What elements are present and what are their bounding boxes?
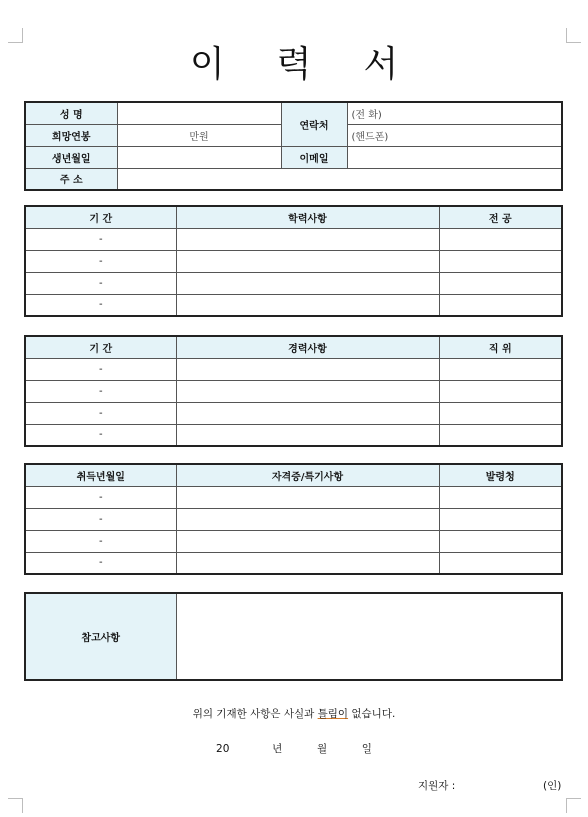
detail-cell[interactable] (176, 552, 439, 574)
period-cell[interactable]: - (25, 250, 176, 272)
table-row (25, 102, 562, 124)
phone-field[interactable]: (전 화) (347, 102, 562, 124)
table-row (25, 552, 562, 574)
table-row (25, 486, 562, 508)
career-table (24, 335, 563, 447)
address-label: 주 소 (25, 168, 117, 190)
document-title: 이력서 (189, 44, 451, 85)
extra-cell[interactable] (439, 250, 562, 272)
date-year[interactable]: 20 (216, 743, 230, 755)
address-field[interactable] (117, 168, 562, 190)
birth-field[interactable] (117, 146, 281, 168)
table-row (25, 272, 562, 294)
applicant-label: 지원자 : (418, 780, 456, 792)
period-cell[interactable]: - (25, 358, 176, 380)
table-header-row (25, 206, 562, 228)
detail-cell[interactable] (176, 486, 439, 508)
detail-cell[interactable] (176, 424, 439, 446)
period-cell[interactable]: - (25, 402, 176, 424)
statement-suffix: 없습니다. (348, 708, 396, 720)
salary-label: 희망연봉 (25, 124, 117, 146)
table-row (25, 228, 562, 250)
period-cell[interactable]: - (25, 272, 176, 294)
extra-cell[interactable] (439, 272, 562, 294)
table-row (25, 530, 562, 552)
remarks-label: 참고사항 (25, 593, 176, 680)
certificate-detail-header: 자격증/특기사항 (176, 464, 439, 486)
career-detail-header: 경력사항 (176, 336, 439, 358)
certificate-issuer-header: 발령청 (439, 464, 562, 486)
email-field[interactable] (347, 146, 562, 168)
education-period-header: 기 간 (25, 206, 176, 228)
education-table (24, 205, 563, 317)
extra-cell[interactable] (439, 358, 562, 380)
extra-cell[interactable] (439, 424, 562, 446)
period-cell[interactable]: - (25, 530, 176, 552)
birth-label: 생년월일 (25, 146, 117, 168)
email-label: 이메일 (281, 146, 347, 168)
detail-cell[interactable] (176, 402, 439, 424)
period-cell[interactable]: - (25, 294, 176, 316)
period-cell[interactable]: - (25, 508, 176, 530)
detail-cell[interactable] (176, 508, 439, 530)
date-day-unit: 일 (361, 743, 372, 755)
career-position-header: 직 위 (439, 336, 562, 358)
corner-mark-bottom-right (566, 798, 581, 813)
detail-cell[interactable] (176, 228, 439, 250)
table-row (25, 424, 562, 446)
table-row (25, 294, 562, 316)
table-header-row (25, 464, 562, 486)
remarks-table (24, 592, 563, 681)
education-detail-header: 학력사항 (176, 206, 439, 228)
date-line (0, 741, 588, 756)
statement-underlined: 틀림이 (317, 708, 349, 720)
table-row (25, 358, 562, 380)
period-cell[interactable]: - (25, 228, 176, 250)
extra-cell[interactable] (439, 552, 562, 574)
career-period-header: 기 간 (25, 336, 176, 358)
detail-cell[interactable] (176, 250, 439, 272)
certificate-date-header: 취득년월일 (25, 464, 176, 486)
extra-cell[interactable] (439, 380, 562, 402)
period-cell[interactable]: - (25, 380, 176, 402)
statement-prefix: 위의 기재한 사항은 사실과 (192, 708, 318, 720)
remarks-field[interactable] (176, 593, 562, 680)
seal-mark[interactable]: (인) (543, 780, 562, 792)
extra-cell[interactable] (439, 402, 562, 424)
certificates-table (24, 463, 563, 575)
period-cell[interactable]: - (25, 486, 176, 508)
detail-cell[interactable] (176, 272, 439, 294)
date-month-unit: 월 (316, 743, 328, 755)
extra-cell[interactable] (439, 508, 562, 530)
extra-cell[interactable] (439, 294, 562, 316)
extra-cell[interactable] (439, 530, 562, 552)
salary-field[interactable]: 만원 (117, 124, 281, 146)
extra-cell[interactable] (439, 228, 562, 250)
date-year-unit: 년 (272, 743, 283, 755)
detail-cell[interactable] (176, 358, 439, 380)
table-row (25, 402, 562, 424)
period-cell[interactable]: - (25, 552, 176, 574)
confirmation-statement (0, 706, 588, 721)
table-row (25, 508, 562, 530)
education-major-header: 전 공 (439, 206, 562, 228)
table-row (25, 593, 562, 680)
table-header-row (25, 336, 562, 358)
name-label: 성 명 (25, 102, 117, 124)
mobile-field[interactable]: (핸드폰) (347, 124, 562, 146)
table-row (25, 168, 562, 190)
corner-mark-bottom-left (8, 798, 23, 813)
name-field[interactable] (117, 102, 281, 124)
detail-cell[interactable] (176, 294, 439, 316)
table-row (25, 380, 562, 402)
period-cell[interactable]: - (25, 424, 176, 446)
personal-info-table (24, 101, 563, 191)
detail-cell[interactable] (176, 380, 439, 402)
detail-cell[interactable] (176, 530, 439, 552)
table-row (25, 250, 562, 272)
contact-label: 연락처 (281, 102, 347, 146)
extra-cell[interactable] (439, 486, 562, 508)
table-row (25, 146, 562, 168)
